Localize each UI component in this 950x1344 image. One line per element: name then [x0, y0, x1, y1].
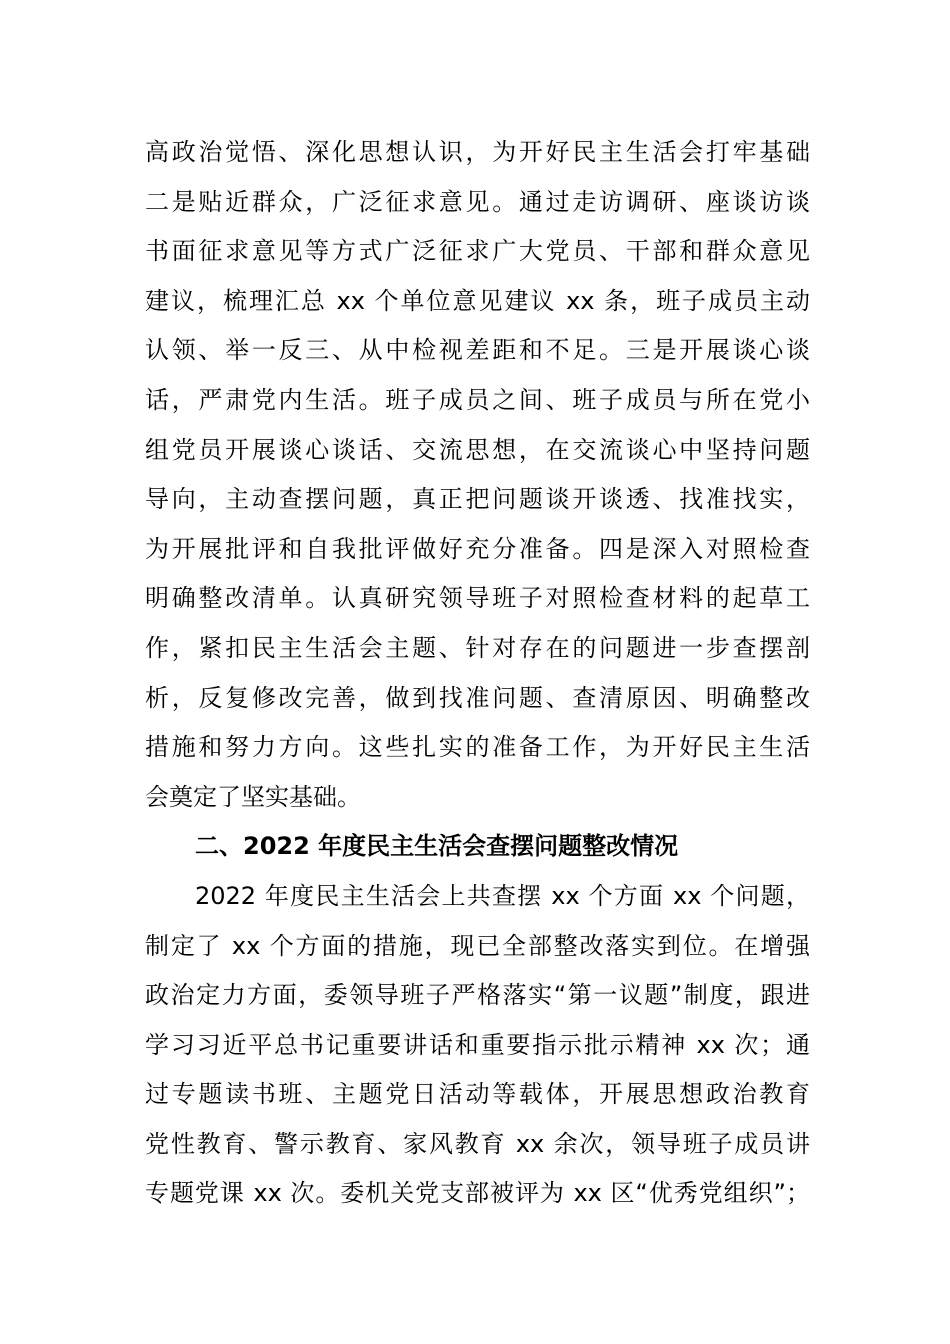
- text-line: 专题党课 xx 次。委机关党支部被评为 xx 区“优秀党组织”；: [145, 1179, 810, 1208]
- text-line: 话，严肃党内生活。班子成员之间、班子成员与所在党小: [145, 385, 810, 414]
- text-line: 认领、举一反三、从中检视差距和不足。三是开展谈心谈: [145, 336, 810, 365]
- text-line: 过专题读书班、主题党日活动等载体，开展思想政治教育: [145, 1080, 810, 1109]
- text-line: 书面征求意见等方式广泛征求广大党员、干部和群众意见: [145, 237, 810, 266]
- text-line: 导向，主动查摆问题，真正把问题谈开谈透、找准找实，: [145, 485, 810, 514]
- text-line: 党性教育、警示教育、家风教育 xx 余次，领导班子成员讲: [145, 1129, 810, 1158]
- text-line: 制定了 xx 个方面的措施，现已全部整改落实到位。在增强: [145, 931, 810, 960]
- text-line: 组党员开展谈心谈话、交流思想，在交流谈心中坚持问题: [145, 435, 810, 464]
- section2-paragraph: [145, 872, 810, 1219]
- text-line: 政治定力方面，委领导班子严格落实“第一议题”制度，跟进: [145, 981, 810, 1010]
- text-line: 会奠定了坚实基础。: [145, 782, 361, 811]
- text-line: 二是贴近群众，广泛征求意见。通过走访调研、座谈访谈: [145, 187, 810, 216]
- section-heading: 二、2022 年度民主生活会查摆问题整改情况: [195, 832, 679, 861]
- text-line: 明确整改清单。认真研究领导班子对照检查材料的起草工: [145, 584, 810, 613]
- text-line: 析，反复修改完善，做到找准问题、查清原因、明确整改: [145, 683, 810, 712]
- text-line: 作，紧扣民主生活会主题、针对存在的问题进一步查摆剖: [145, 633, 810, 662]
- text-line: 措施和努力方向。这些扎实的准备工作，为开好民主生活: [145, 733, 810, 762]
- text-line: 高政治觉悟、深化思想认识，为开好民主生活会打牢基础: [145, 138, 810, 166]
- text-line: 2022 年度民主生活会上共查摆 xx 个方面 xx 个问题，: [195, 881, 810, 910]
- text-line: 学习习近平总书记重要讲话和重要指示批示精神 xx 次；通: [145, 1030, 810, 1059]
- text-line: 建议，梳理汇总 xx 个单位意见建议 xx 条，班子成员主动: [145, 286, 810, 315]
- text-line: 为开展批评和自我批评做好充分准备。四是深入对照检查: [145, 534, 810, 563]
- section1-paragraph: [145, 128, 810, 822]
- document-body: [145, 128, 810, 1219]
